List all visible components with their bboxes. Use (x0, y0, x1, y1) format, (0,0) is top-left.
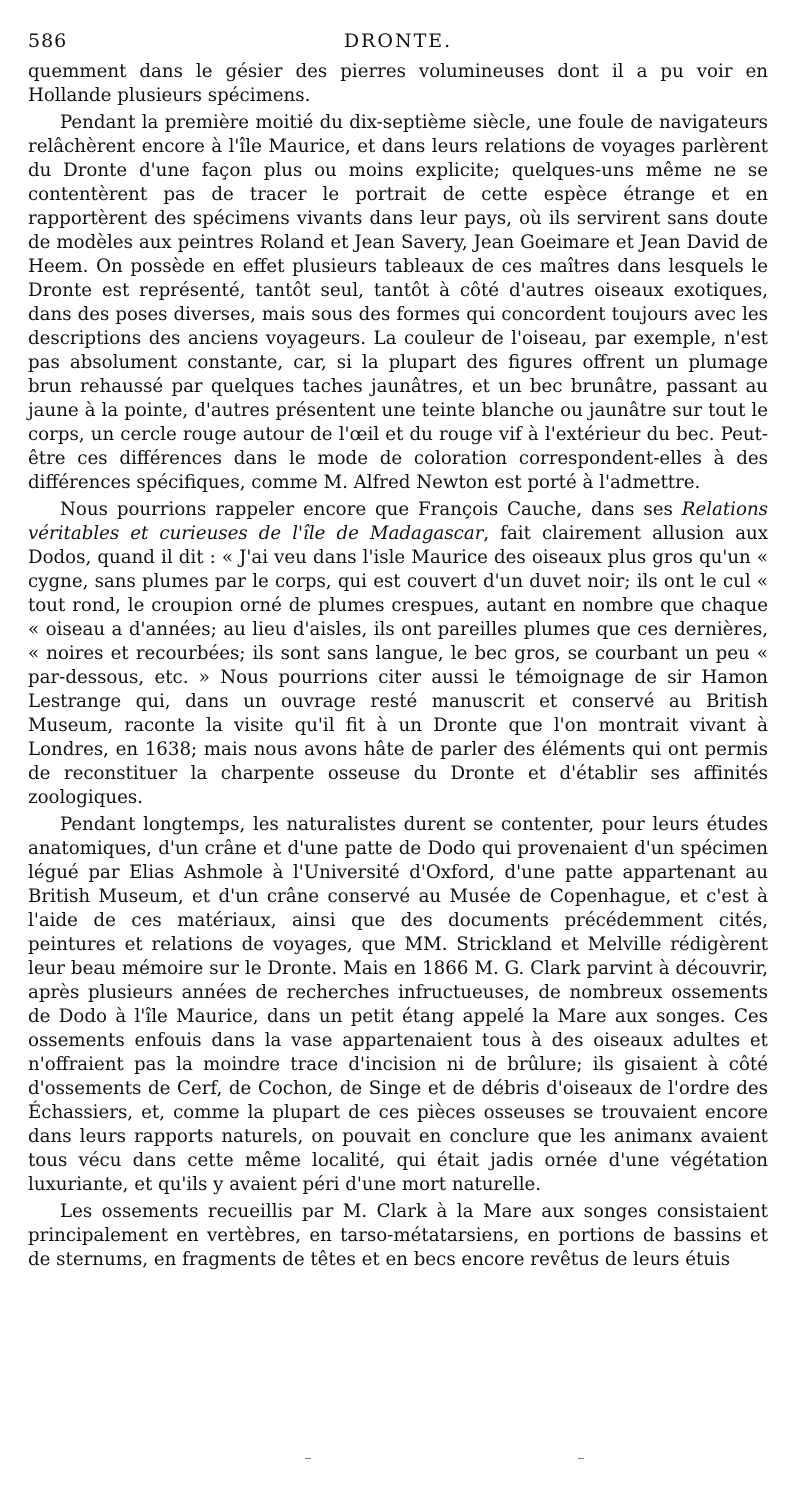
running-head (28, 30, 768, 56)
paragraph-cauche-rest: , fait clairement allusion aux Dodos, quand il dit : « J'ai veu dans l'isle Maurice des oiseaux plus gros qu'un « cygne, sans plumes par le corps, qui est couvert d'un duvet noir; ils ont le cul « tout rond, le croupion orné de plumes crespues, autant en nombre que chaque « oiseau a d'années; au lieu d'aisles, ils ont pareilles plumes que ces dernières, « noires et recourbées; ils sont sans langue, le bec gros, se courbant un peu « par-dessous, etc. » Nous pourrions citer aussi le témoignage de sir Hamon Lestrange qui, dans un ouvrage resté manuscrit et conservé au British Museum, raconte la visite qu'il fit à un Dronte que l'on montrait vivant à Londres, en 1638; mais nous avons hâte de parler des éléments qui ont permis de reconstituer la charpente osseuse du Dronte et d'établir ses affinités zoologiques. (28, 523, 769, 808)
footer-marks (0, 1458, 800, 1468)
running-title: DRONTE. (343, 30, 453, 52)
paragraph-anatomy: Pendant longtemps, les naturalistes durent se contenter, pour leurs études anatomiques, d'un crâne et d'une patte de Dodo qui provenaient d'un spécimen légué par Elias Ashmole à l'Université d'Oxford, d'une patte appartenant au British Museum, et d'un crâne conservé au Musée de Copenhague, et c'est à l'aide de ces matériaux, ainsi que des documents précédemment cités, peintures et relations de voyages, que MM. Strickland et Melville rédigèrent leur beau mémoire sur le Dronte. Mais en 1866 M. G. Clark parvint à découvrir, après plusieurs années de recherches infructueuses, de nombreux ossements de Dodo à l'île Maurice, dans un petit étang appelé la Mare aux songes. Ces ossements enfouis dans la vase appartenaient tous à des oiseaux adultes et n'offraient pas la moindre trace d'incision ni de brûlure; ils gisaient à côté d'ossements de Cerf, de Cochon, de Singe et de débris d'oiseaux de l'ordre des Échassiers, et, comme la plupart de ces pièces osseuses se trouvaient encore dans leurs rapports naturels, on pouvait en conclure que les animanx avaient tous vécu dans cette même localité, qui était jadis ornée d'une végétation luxuriante, et qu'ils y avaient péri d'une mort naturelle. (28, 814, 768, 1195)
paragraph-cauche-start: Nous pourrions rappeler encore que François Cauche, dans ses (60, 499, 682, 520)
footer-mark-left (305, 1458, 311, 1459)
document-page (28, 30, 768, 1272)
paragraph-navigators: Pendant la première moitié du dix-septième siècle, une foule de navigateurs relâchèrent encore à l'île Maurice, et dans leurs relations de voyages parlèrent du Dronte d'une façon plus ou moins explicite; quelques-uns même ne se contentèrent pas de tracer le portrait de cette espèce étrange et en rapportèrent des spécimens vivants dans leur pays, où ils servirent sans doute de modèles aux peintres Roland et Jean Savery, Jean Goeimare et Jean David de Heem. On possède en effet plusieurs tableaux de ces maîtres dans lesquels le Dronte est représenté, tantôt seul, tantôt à côté d'autres oiseaux exotiques, dans des poses diverses, mais sous des formes qui concordent toujours avec les descriptions des anciens voyageurs. La couleur de l'oiseau, par exemple, n'est pas absolument constante, car, si la plupart des figures offrent un plumage brun rehaussé par quelques taches jaunâtres, et un bec brunâtre, passant au jaune à la pointe, d'autres présentent une teinte blanche ou jaunâtre sur tout le corps, un cercle rouge autour de l'œil et du rouge vif à l'extérieur du bec. Peut-être ces différences dans le mode de coloration correspondent-elles à des différences spécifiques, comme M. Alfred Newton est porté à l'admettre. (28, 112, 768, 493)
book-title-italic: Relations véritables et curieuses de l'île de Madagascar (28, 499, 768, 544)
body-text (28, 60, 768, 1272)
paragraph-clark-bones: Les ossements recueillis par M. Clark à la Mare aux songes consistaient principalement en vertèbres, en tarso-métatarsiens, en portions de bassins et de sternums, en fragments de têtes et en becs encore revêtus de leurs étuis (28, 1201, 768, 1270)
paragraph-cauche (28, 498, 768, 810)
page-number: 586 (28, 30, 68, 52)
footer-mark-right (578, 1458, 584, 1459)
paragraph-continuation: quemment dans le gésier des pierres volumineuses dont il a pu voir en Hollande plusieurs spécimens. (28, 61, 768, 106)
